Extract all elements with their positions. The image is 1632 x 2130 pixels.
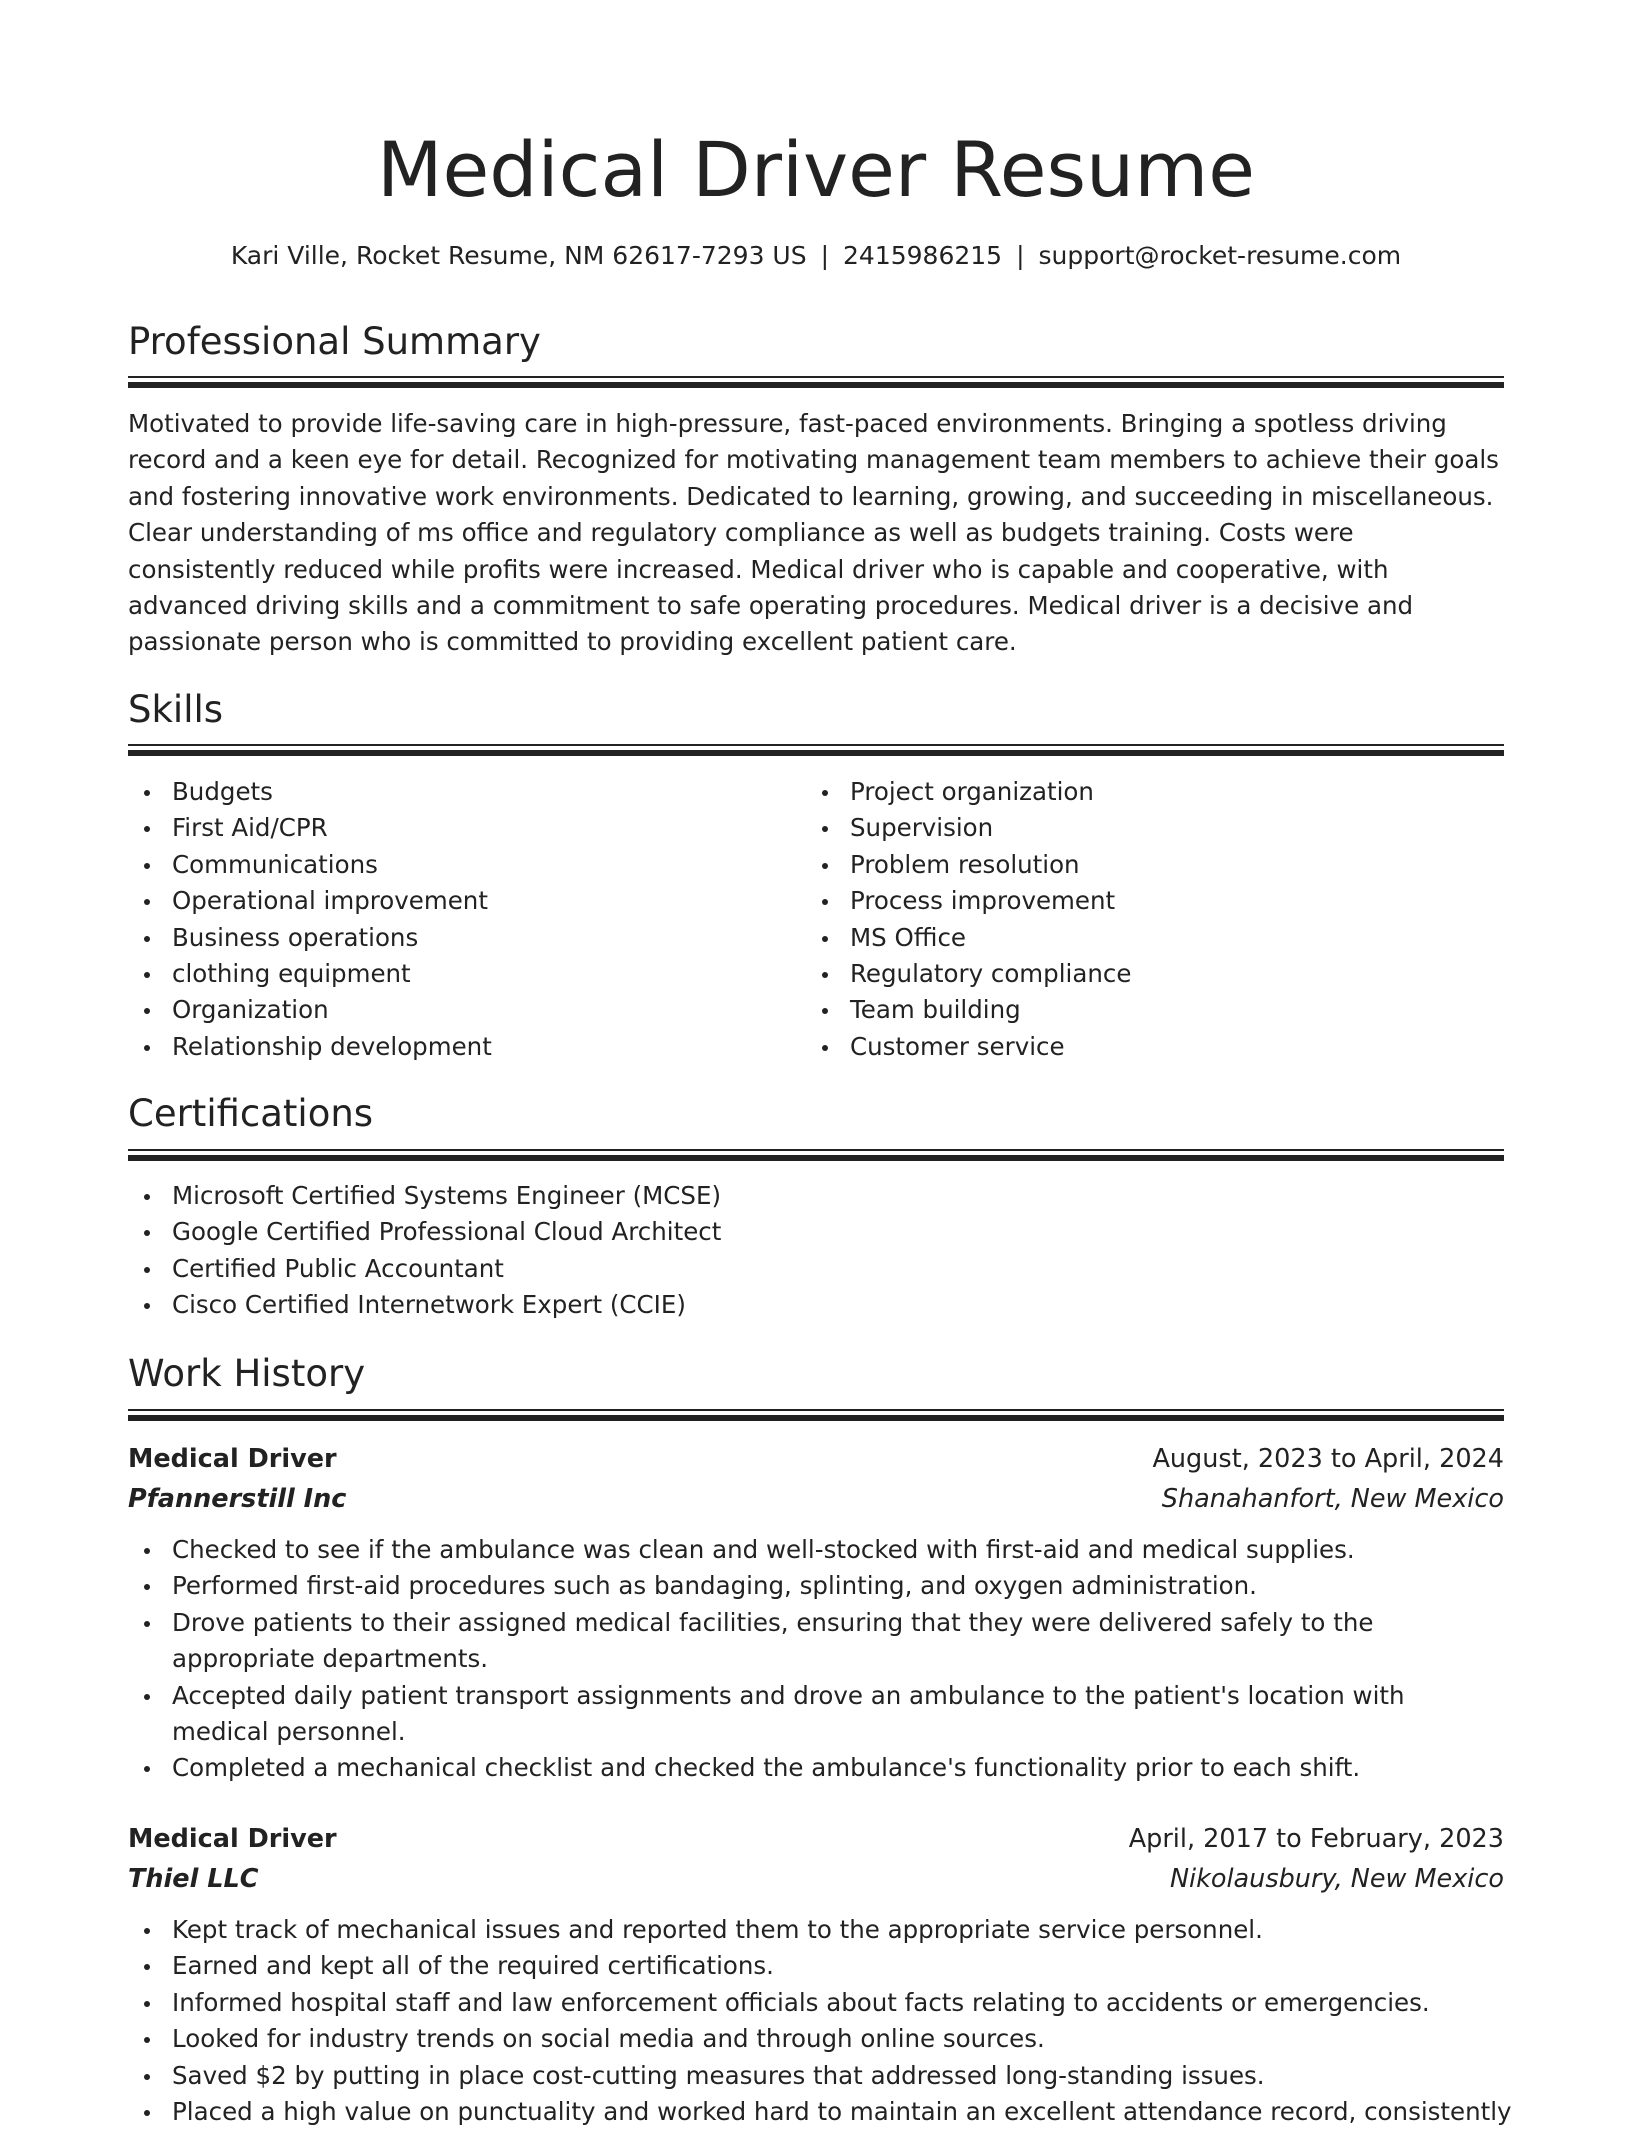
skill-item: Team building xyxy=(806,992,1466,1028)
skill-item: Operational improvement xyxy=(128,883,788,919)
skill-item: clothing equipment xyxy=(128,956,788,992)
job-duty-item: Checked to see if the ambulance was clean and well-stocked with first-aid and medical supplies. xyxy=(128,1532,1504,1568)
section-divider xyxy=(128,1409,1504,1422)
section-divider xyxy=(128,744,1504,757)
job-title: Medical Driver xyxy=(128,1444,337,1474)
job-location: Nikolausbury, New Mexico xyxy=(1169,1864,1504,1894)
section-title-summary: Professional Summary xyxy=(128,320,541,363)
job-subheader xyxy=(128,1859,1504,1899)
job-duty-item: Looked for industry trends on social media and through online sources. xyxy=(128,2021,1504,2057)
job-location: Shanahanfort, New Mexico xyxy=(1161,1484,1504,1514)
job-company: Pfannerstill Inc xyxy=(128,1484,347,1514)
skills-list-left xyxy=(128,774,788,1065)
job-duty-item: Accepted daily patient transport assignments and drove an ambulance to the patient's location with medical personnel. xyxy=(128,1678,1504,1751)
section-title-skills: Skills xyxy=(128,688,224,731)
skill-item: Supervision xyxy=(806,810,1466,846)
job-company: Thiel LLC xyxy=(128,1864,259,1894)
skill-item: Communications xyxy=(128,847,788,883)
contact-phone: 2415986215 xyxy=(843,241,1003,270)
certifications-list xyxy=(128,1178,1504,1324)
job-duty-item: Earned and kept all of the required certifications. xyxy=(128,1948,1504,1984)
section-divider xyxy=(128,1149,1504,1162)
job-duty-item: Saved $2 by putting in place cost-cutting measures that addressed long-standing issues. xyxy=(128,2058,1504,2094)
section-divider xyxy=(128,376,1504,389)
skill-item: First Aid/CPR xyxy=(128,810,788,846)
job-header xyxy=(128,1439,1504,1479)
skill-item: Budgets xyxy=(128,774,788,810)
skill-item: Project organization xyxy=(806,774,1466,810)
skill-item: Problem resolution xyxy=(806,847,1466,883)
job-header xyxy=(128,1819,1504,1859)
contact-line xyxy=(128,236,1504,276)
contact-separator: | xyxy=(1016,241,1025,270)
resume-title: Medical Driver Resume xyxy=(376,125,1256,214)
skill-item: Organization xyxy=(128,992,788,1028)
section-title-certifications: Certifications xyxy=(128,1092,374,1135)
job-duties-list xyxy=(128,1912,1512,2130)
skill-item: MS Office xyxy=(806,920,1466,956)
job-duty-item: Placed a high value on punctuality and worked hard to maintain an excellent attendance record, consistently xyxy=(128,2094,1504,2130)
job-dates: August, 2023 to April, 2024 xyxy=(1152,1444,1504,1474)
contact-email[interactable]: support@rocket-resume.com xyxy=(1038,241,1402,270)
skill-item: Business operations xyxy=(128,920,788,956)
job-duty-item: Informed hospital staff and law enforcement officials about facts relating to accidents or emergencies. xyxy=(128,1985,1504,2021)
section-title-work-history: Work History xyxy=(128,1352,366,1395)
skill-item: Customer service xyxy=(806,1029,1466,1065)
job-duty-item: Performed first-aid procedures such as bandaging, splinting, and oxygen administration. xyxy=(128,1568,1504,1604)
job-subheader xyxy=(128,1479,1504,1519)
skill-item: Process improvement xyxy=(806,883,1466,919)
job-duties-list xyxy=(128,1532,1504,1787)
summary-text: Motivated to provide life-saving care in high-pressure, fast-paced environments. Bringing a spotless driving record and a keen eye for detail. Recognized for motivating management team members to achieve their goals and fostering innovative work environments. Dedicated to learning, growing, and succeeding in miscellaneous. Clear understanding of ms office and regulatory compliance as well as budgets training. Costs were consistently reduced while profits were increased. Medical driver who is capable and cooperative, with advanced driving skills and a commitment to safe operating procedures. Medical driver is a decisive and passionate person who is committed to providing excellent patient care. xyxy=(128,409,1499,657)
certification-item: Certified Public Accountant xyxy=(128,1251,1504,1287)
skills-list-right xyxy=(806,774,1466,1065)
certification-item: Microsoft Certified Systems Engineer (MCSE) xyxy=(128,1178,1504,1214)
job-duty-item: Completed a mechanical checklist and checked the ambulance's functionality prior to each shift. xyxy=(128,1750,1504,1786)
job-duty-item: Drove patients to their assigned medical facilities, ensuring that they were delivered safely to the appropriate departments. xyxy=(128,1605,1504,1678)
skill-item: Relationship development xyxy=(128,1029,788,1065)
contact-address: Kari Ville, Rocket Resume, NM 62617-7293 US xyxy=(230,241,807,270)
certification-item: Cisco Certified Internetwork Expert (CCIE) xyxy=(128,1287,1504,1323)
job-title: Medical Driver xyxy=(128,1824,337,1854)
skill-item: Regulatory compliance xyxy=(806,956,1466,992)
contact-separator: | xyxy=(820,241,830,270)
certification-item: Google Certified Professional Cloud Architect xyxy=(128,1214,1504,1250)
job-duty-item: Kept track of mechanical issues and reported them to the appropriate service personnel. xyxy=(128,1912,1504,1948)
job-dates: April, 2017 to February, 2023 xyxy=(1128,1824,1504,1854)
